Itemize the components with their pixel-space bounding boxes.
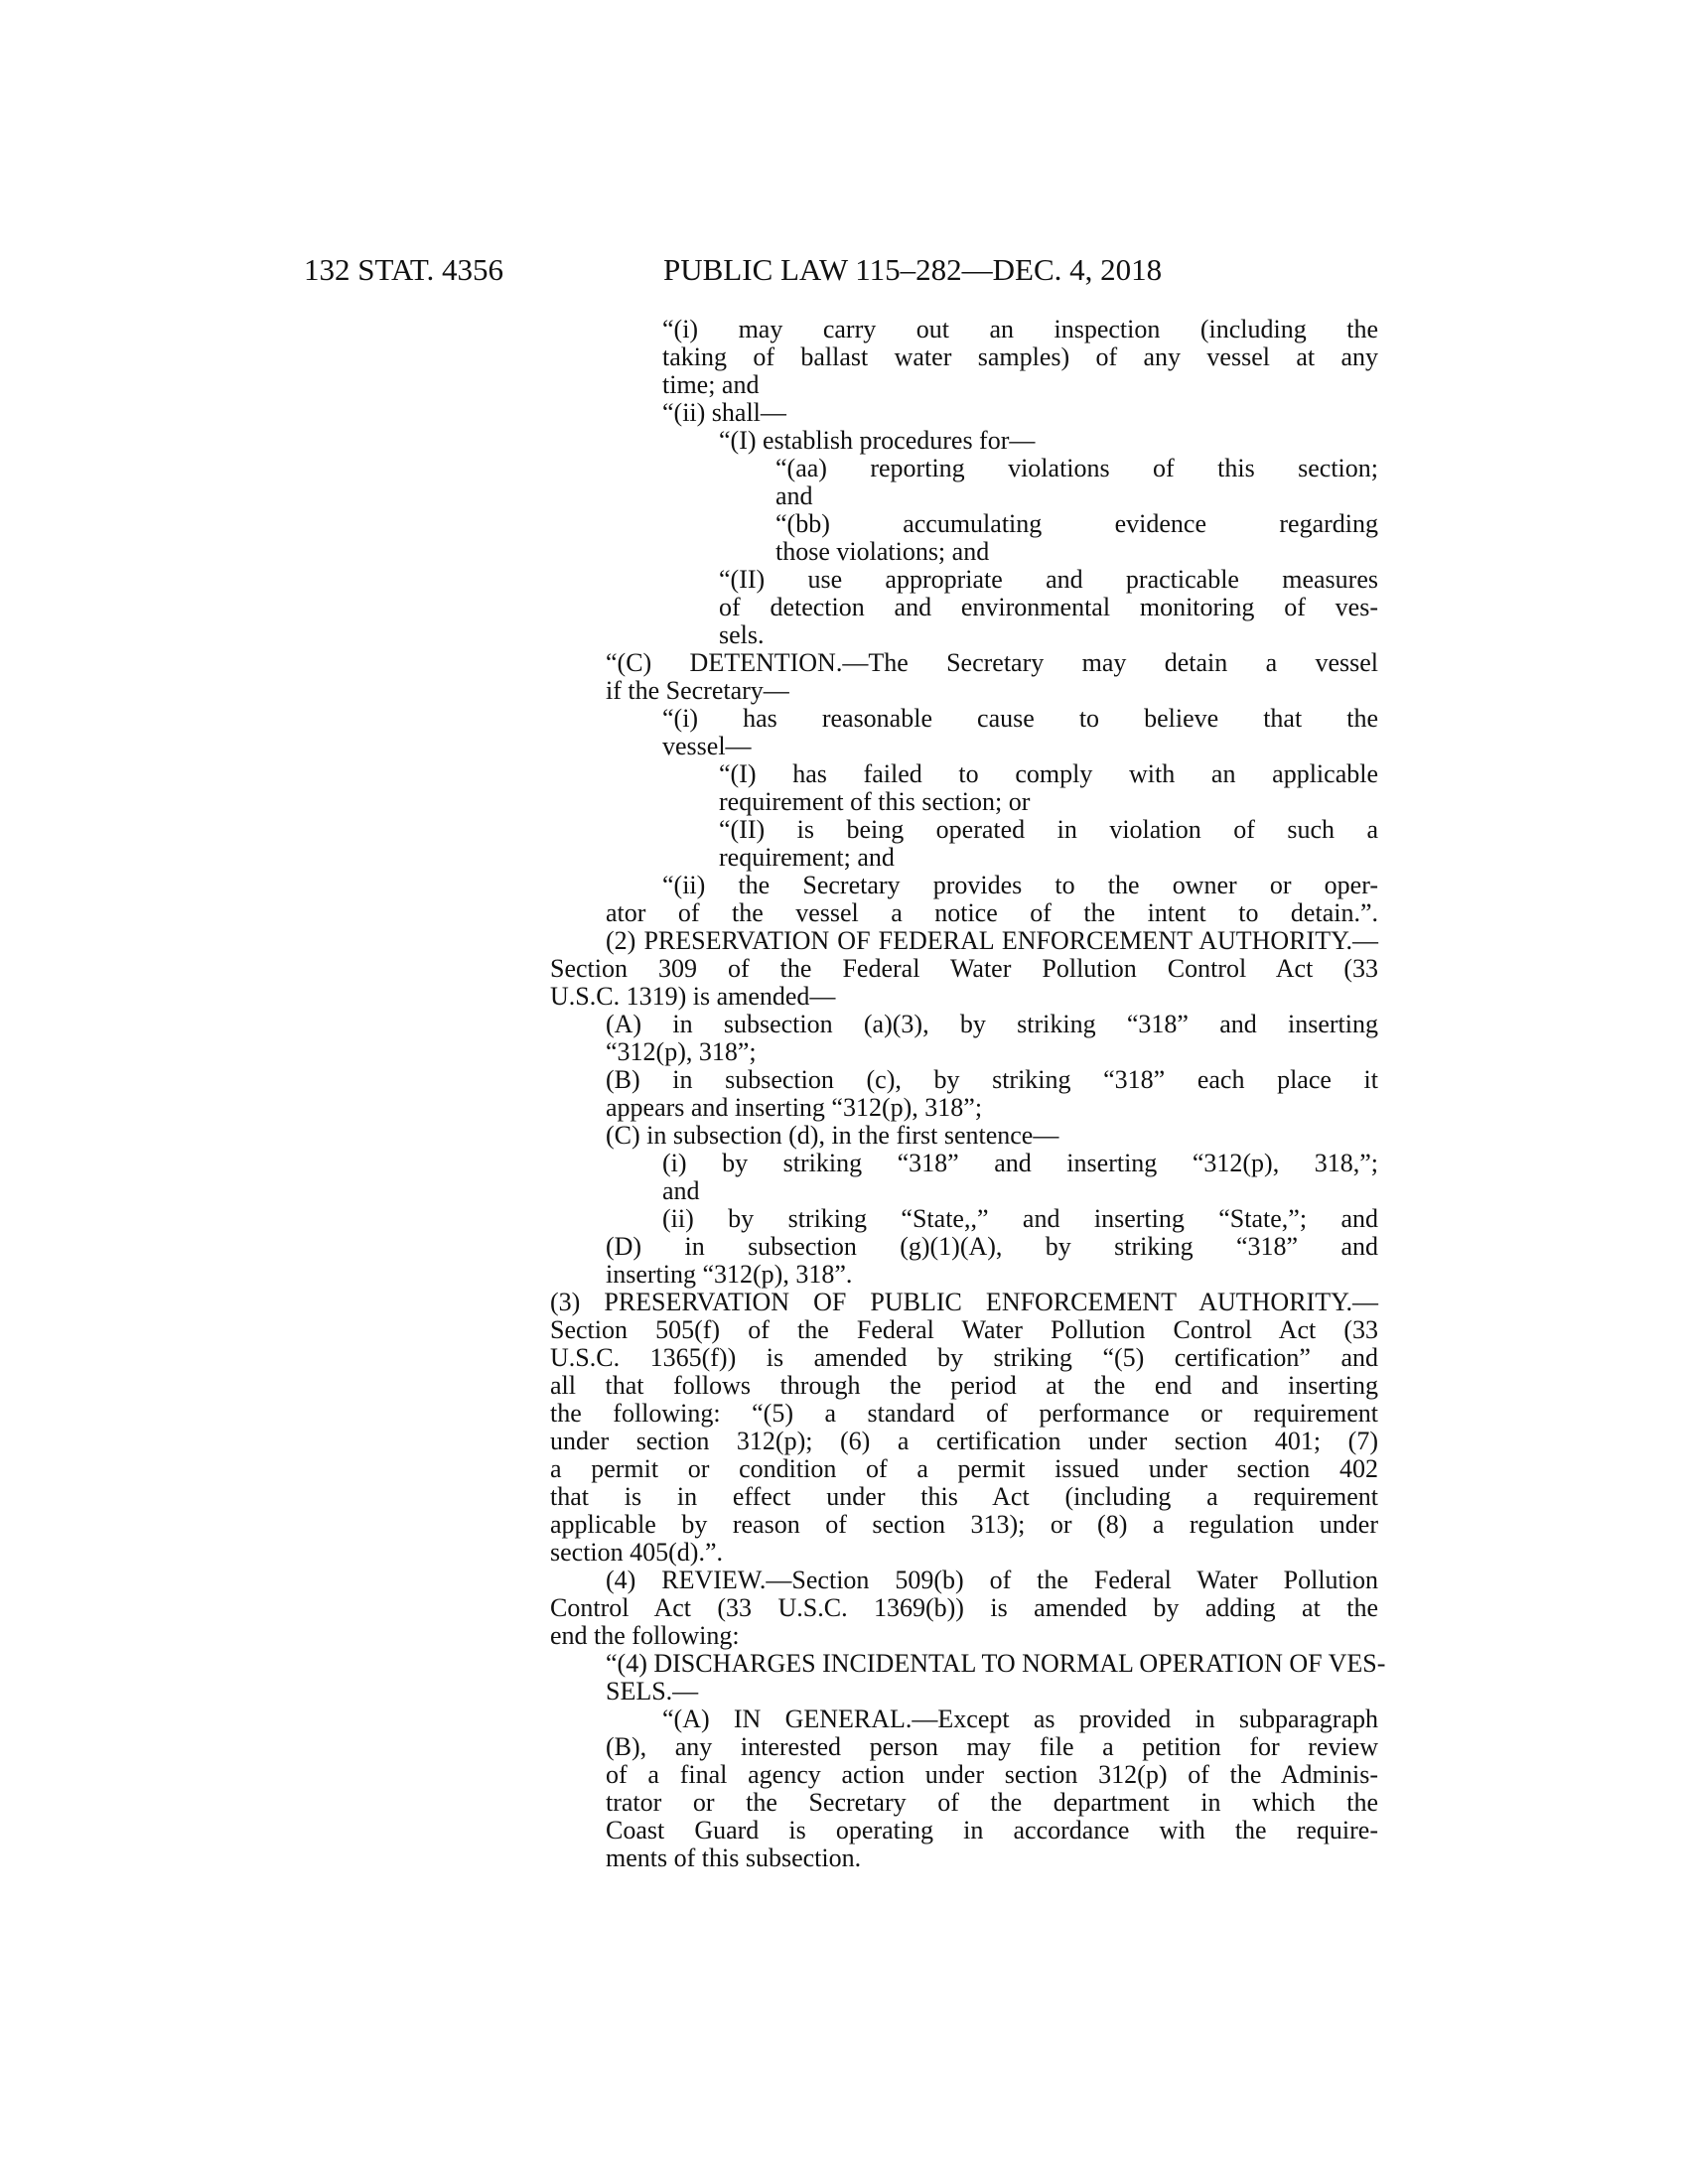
text-line: and [775, 481, 813, 510]
text-line: “(C) DETENTION.—The Secretary may detain a vessel [606, 648, 1378, 677]
text-line: vessel— [662, 732, 752, 760]
statute-body-text [550, 315, 1386, 1872]
text-line: “(i) may carry out an inspection (including the [662, 315, 1378, 343]
text-line: Section 505(f) of the Federal Water Pollution Control Act (33 [550, 1315, 1378, 1344]
text-line: (i) by striking “318” and inserting “312(p), 318,”; [662, 1149, 1378, 1177]
text-line: that is in effect under this Act (including a requirement [550, 1482, 1378, 1511]
text-line: ments of this subsection. [606, 1843, 862, 1872]
text-line: Control Act (33 U.S.C. 1369(b)) is amended by adding at the [550, 1593, 1378, 1622]
text-line: SELS.— [606, 1677, 699, 1706]
text-line: requirement of this section; or [719, 787, 1031, 816]
text-line: sels. [719, 620, 765, 649]
text-line: “(I) has failed to comply with an applicable [719, 759, 1378, 788]
text-line: “(ii) the Secretary provides to the owner or oper- [662, 871, 1378, 899]
text-line: “(A) IN GENERAL.—Except as provided in subparagraph [662, 1705, 1378, 1733]
text-line: all that follows through the period at the end and inserting [550, 1371, 1378, 1400]
text-line: “(ii) shall— [662, 398, 786, 427]
text-line: (B), any interested person may file a petition for review [606, 1732, 1378, 1761]
text-line: “(I) establish procedures for— [719, 426, 1036, 455]
page-stat-citation: 132 STAT. 4356 [304, 252, 504, 287]
text-line: Coast Guard is operating in accordance with the require- [606, 1816, 1378, 1844]
text-line: trator or the Secretary of the department in which the [606, 1788, 1378, 1817]
text-line: (ii) by striking “State,,” and inserting “State,”; and [662, 1204, 1378, 1233]
text-line: section 405(d).”. [550, 1538, 724, 1567]
text-line: (B) in subsection (c), by striking “318” each place it [606, 1065, 1378, 1094]
text-line: (4) REVIEW.—Section 509(b) of the Federal Water Pollution [606, 1566, 1378, 1594]
text-line: (C) in subsection (d), in the first sentence— [606, 1121, 1059, 1150]
text-line: under section 312(p); (6) a certification under section 401; (7) [550, 1427, 1378, 1455]
text-line: of a final agency action under section 312(p) of the Adminis- [606, 1760, 1378, 1789]
text-line: ator of the vessel a notice of the intent to detain.”. [606, 898, 1378, 927]
text-line: U.S.C. 1319) is amended— [550, 982, 836, 1011]
text-line: “(aa) reporting violations of this section; [775, 454, 1378, 482]
text-line: (3) PRESERVATION OF PUBLIC ENFORCEMENT AUTHORITY.— [550, 1288, 1378, 1316]
text-line: “(II) is being operated in violation of such a [719, 815, 1378, 844]
text-line: a permit or condition of a permit issued under section 402 [550, 1454, 1378, 1483]
text-line: “(4) DISCHARGES INCIDENTAL TO NORMAL OPERATION OF VES- [606, 1649, 1386, 1678]
text-line: those violations; and [775, 537, 990, 566]
text-line: (A) in subsection (a)(3), by striking “318” and inserting [606, 1010, 1378, 1038]
text-line: and [662, 1176, 700, 1205]
text-line: Section 309 of the Federal Water Pollution Control Act (33 [550, 954, 1378, 983]
text-line: time; and [662, 370, 760, 399]
text-line: (D) in subsection (g)(1)(A), by striking “318” and [606, 1232, 1378, 1261]
text-line: “(i) has reasonable cause to believe that the [662, 704, 1378, 733]
text-line: inserting “312(p), 318”. [606, 1260, 853, 1289]
text-line: taking of ballast water samples) of any vessel at any [662, 342, 1378, 371]
text-line: “(II) use appropriate and practicable measures [719, 565, 1378, 594]
text-line: the following: “(5) a standard of performance or requirement [550, 1399, 1378, 1428]
text-line: “(bb) accumulating evidence regarding [775, 509, 1378, 538]
text-line: if the Secretary— [606, 676, 789, 705]
text-line: “312(p), 318”; [606, 1037, 757, 1066]
text-line: (2) PRESERVATION OF FEDERAL ENFORCEMENT AUTHORITY.— [606, 926, 1378, 955]
text-line: appears and inserting “312(p), 318”; [606, 1093, 983, 1122]
text-line: end the following: [550, 1621, 740, 1650]
page-running-header: PUBLIC LAW 115–282—DEC. 4, 2018 [663, 252, 1163, 287]
text-line: of detection and environmental monitoring of ves- [719, 593, 1378, 621]
text-line: U.S.C. 1365(f)) is amended by striking “(5) certification” and [550, 1343, 1378, 1372]
text-line: applicable by reason of section 313); or (8) a regulation under [550, 1510, 1378, 1539]
text-line: requirement; and [719, 843, 895, 872]
